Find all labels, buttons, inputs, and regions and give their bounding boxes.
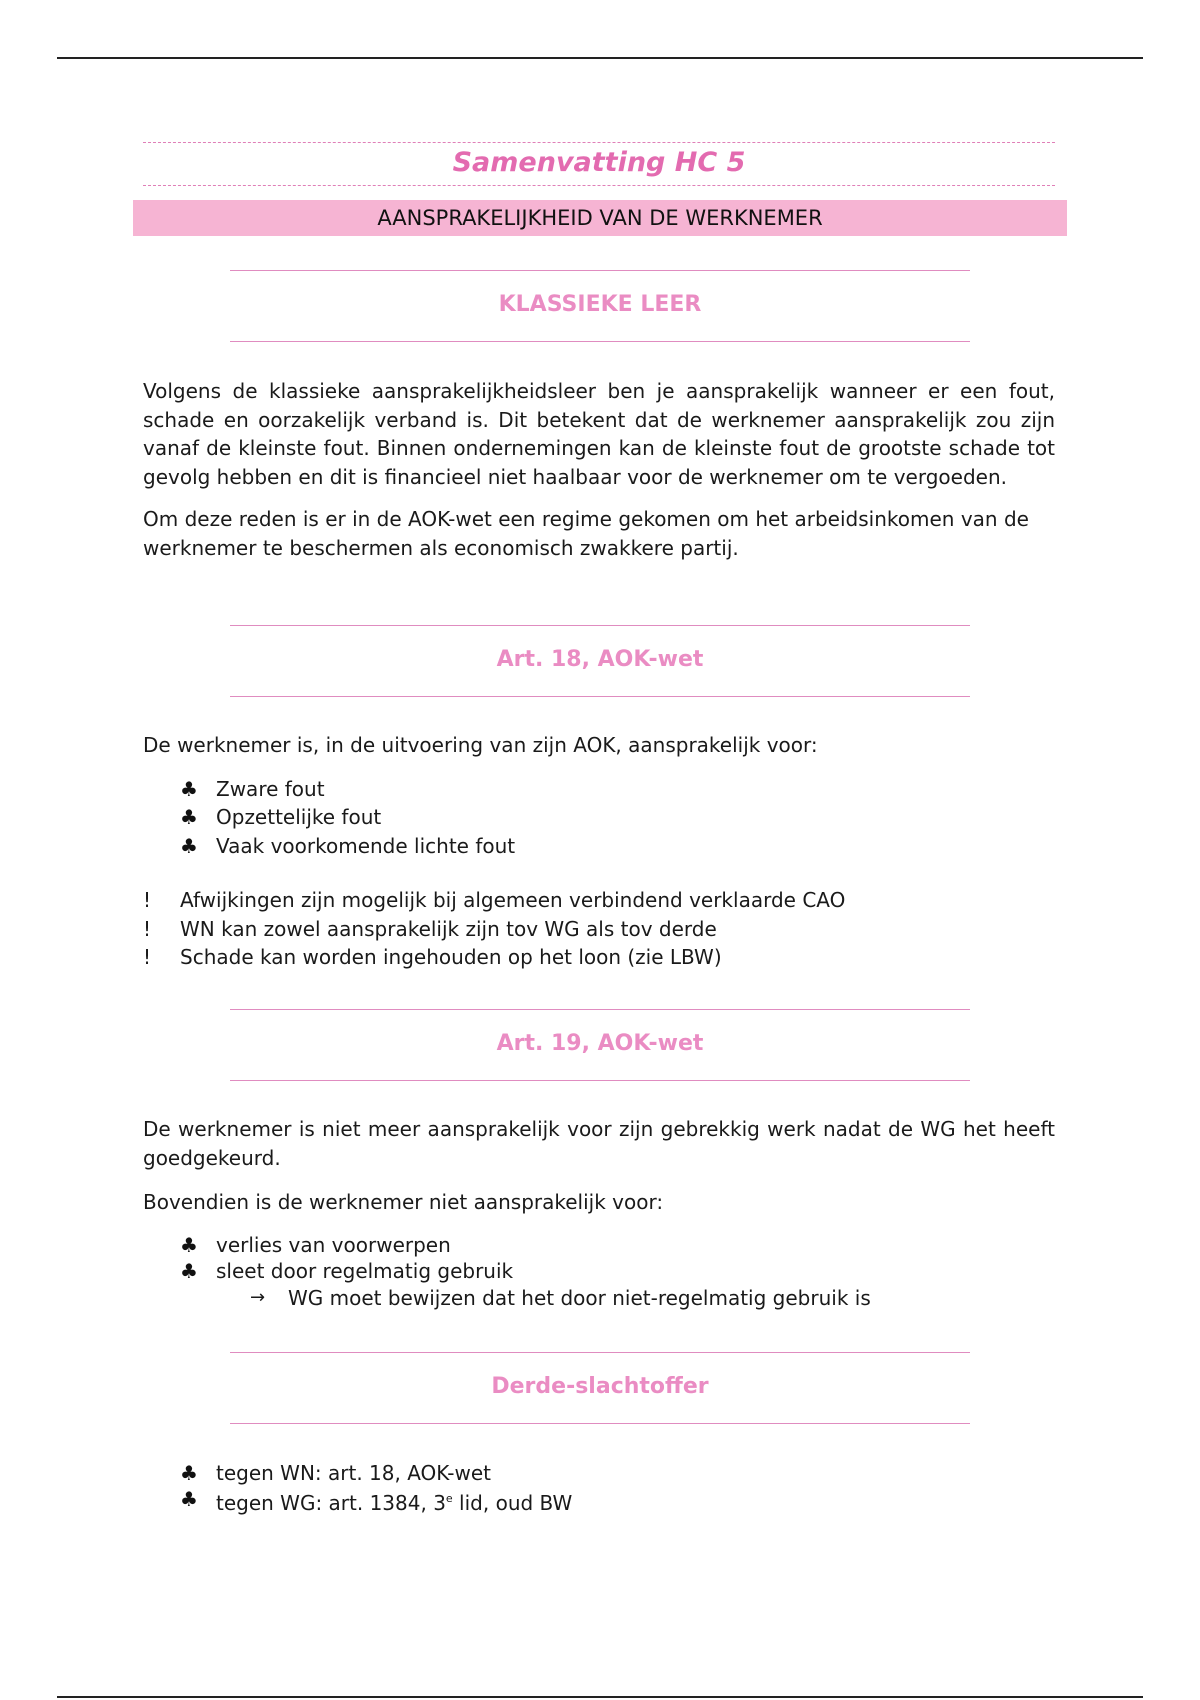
liability-list (143, 775, 1055, 861)
section-heading-text: Art. 19, AOK-wet (496, 1031, 704, 1056)
section-heading-art18 (230, 625, 970, 697)
section-heading-text: KLASSIEKE LEER (498, 292, 702, 317)
list-item: ♣ sleet door regelmatig gebruik (180, 1258, 514, 1283)
list-item: ♣ Zware fout (143, 775, 1055, 804)
club-bullet-icon: ♣ (180, 1487, 198, 1511)
section-body-klassieke-leer (143, 377, 1055, 562)
club-bullet-icon: ♣ (180, 1232, 198, 1257)
title-box (143, 142, 1055, 186)
third-party-list (143, 1460, 1055, 1516)
exemption-list (143, 1232, 1055, 1284)
club-bullet-icon: ♣ (180, 1258, 198, 1283)
section-body-derde-slachtoffer (143, 1460, 1055, 1516)
paragraph: Volgens de klassieke aansprakelijkheidsleer ben je aansprakelijk wanneer er een fout, schade en oorzakelijk verband is. Dit betekent dat de werknemer aansprakelijk zou zijn vanaf de kleinste fout. Binnen ondernemingen kan de kleinste fout de grootste schade tot gevolg hebben en dit is financieel niet haalbaar voor de werknemer om te vergoeden. (143, 379, 1055, 489)
paragraph: Bovendien is de werknemer niet aansprakelijk voor: (143, 1190, 664, 1214)
note-item: ! WN kan zowel aansprakelijk zijn tov WG als tov derde (143, 915, 1055, 944)
section-body-art18 (143, 731, 1055, 972)
list-item: ♣ tegen WN: art. 18, AOK-wet (180, 1461, 492, 1485)
notes-list (143, 886, 1055, 972)
exclamation-icon: ! (143, 916, 152, 941)
section-heading-text: Art. 18, AOK-wet (496, 647, 704, 672)
list-item: ♣ tegen WG: art. 1384, 3e lid, oud BW (180, 1487, 573, 1515)
section-body-art19 (143, 1115, 1055, 1312)
list-item: ♣ verlies van voorwerpen (180, 1232, 451, 1257)
club-bullet-icon: ♣ (180, 833, 198, 858)
club-bullet-icon: ♣ (180, 776, 198, 801)
section-heading-text: Derde-slachtoffer (491, 1374, 709, 1399)
exclamation-icon: ! (143, 888, 152, 912)
paragraph: De werknemer is niet meer aansprakelijk voor zijn gebrekkig werk nadat de WG het heeft goedgekeurd. (143, 1117, 1055, 1170)
right-arrow-icon: → (250, 1286, 266, 1308)
list-item: ♣ Opzettelijke fout (143, 803, 1055, 832)
arrow-note: → WG moet bewijzen dat het door niet-regelmatig gebruik is (143, 1284, 1055, 1313)
page-top-rule (57, 57, 1143, 59)
topic-banner (133, 200, 1067, 236)
club-bullet-icon: ♣ (180, 805, 198, 829)
list-item: ♣ Vaak voorkomende lichte fout (143, 832, 1055, 861)
page-bottom-rule (57, 1696, 1143, 1698)
exclamation-icon: ! (143, 945, 152, 969)
section-heading-klassieke-leer (230, 270, 970, 342)
topic-banner-text: AANSPRAKELIJKHEID VAN DE WERKNEMER (377, 206, 823, 230)
paragraph: Om deze reden is er in de AOK-wet een regime gekomen om het arbeidsinkomen van de werknemer te beschermen als economisch zwakkere partij. (143, 507, 1029, 560)
section-heading-derde-slachtoffer (230, 1352, 970, 1424)
note-item: ! Afwijkingen zijn mogelijk bij algemeen verbindend verklaarde CAO (143, 886, 1055, 915)
paragraph: De werknemer is, in de uitvoering van zijn AOK, aansprakelijk voor: (143, 733, 818, 757)
note-item: ! Schade kan worden ingehouden op het loon (zie LBW) (143, 943, 1055, 972)
document-title: Samenvatting HC 5 (452, 147, 746, 178)
section-heading-art19 (230, 1009, 970, 1081)
club-bullet-icon: ♣ (180, 1461, 198, 1485)
